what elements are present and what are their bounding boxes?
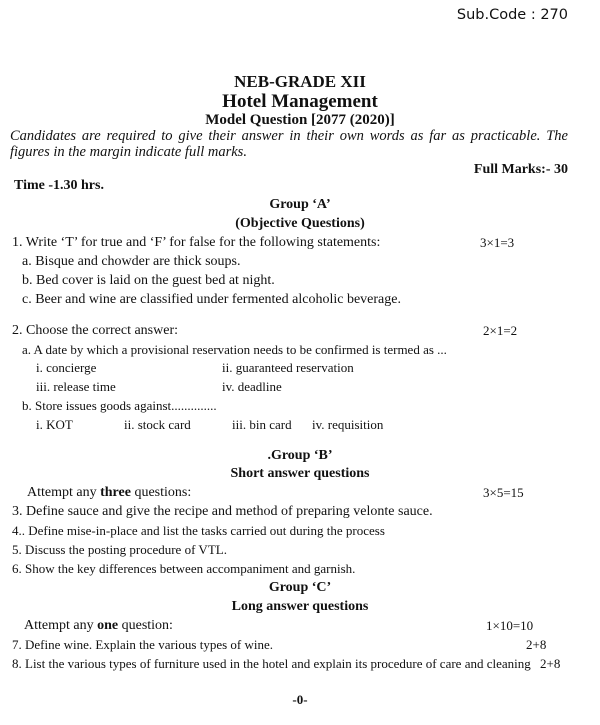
question-1-item: c. Beer and wine are classified under fermented alcoholic beverage.: [22, 292, 401, 307]
option: i. KOT: [36, 417, 73, 432]
option: iii. bin card: [232, 417, 292, 432]
instruction-count: three: [100, 485, 131, 500]
instruction-text: questions:: [130, 485, 192, 500]
option: i. concierge: [36, 360, 97, 375]
instruction-text: Attempt any: [24, 618, 98, 633]
question-8: 8. List the various types of furniture used in the hotel and explain its procedure of care and cleaning: [12, 656, 531, 671]
group-b-instruction: [27, 484, 191, 502]
group-c-title: Group ‘C’: [268, 580, 332, 595]
instructions-line-1: Candidates are required to give their answer in their own words as far as practicable. The: [10, 128, 568, 144]
question-2a: a. A date by which a provisional reservation needs to be confirmed is termed as ...: [22, 342, 447, 357]
question-1-marks: 3×1=3: [480, 235, 515, 250]
group-a-subtitle: (Objective Questions): [235, 216, 365, 231]
instruction-count: one: [97, 618, 119, 633]
instructions-line-2: figures in the margin indicate full marks.: [10, 144, 247, 160]
group-a-title: Group ‘A’: [269, 197, 331, 212]
instruction-text: Attempt any: [27, 485, 101, 500]
question-8-marks: 2+8: [540, 656, 561, 671]
full-marks: Full Marks:- 30: [473, 162, 568, 177]
option: ii. stock card: [124, 417, 191, 432]
group-c-instruction: [24, 617, 173, 635]
question-4: 4.. Define mise-in-place and list the tasks carried out during the process: [12, 523, 385, 538]
option: iv. deadline: [222, 379, 282, 394]
question-3: 3. Define sauce and give the recipe and method of preparing velonte sauce.: [12, 504, 433, 519]
board-title: NEB-GRADE XII: [234, 72, 366, 91]
question-7-marks: 2+8: [526, 637, 547, 652]
option: ii. guaranteed reservation: [222, 360, 354, 375]
group-b-marks: 3×5=15: [483, 485, 524, 500]
question-1: 1. Write ‘T’ for true and ‘F’ for false for the following statements:: [12, 235, 381, 250]
page-number: -0-: [292, 692, 308, 707]
group-b-title: .Group ‘B’: [267, 448, 333, 463]
question-6: 6. Show the key differences between accompaniment and garnish.: [12, 561, 356, 576]
question-2-marks: 2×1=2: [483, 323, 518, 338]
group-b-subtitle: Short answer questions: [230, 466, 370, 481]
option: iv. requisition: [312, 417, 384, 432]
question-1-item: b. Bed cover is laid on the guest bed at night.: [22, 273, 275, 288]
sub-code: Sub.Code : 270: [456, 7, 568, 23]
subject-title: Hotel Management: [222, 91, 378, 112]
question-7: 7. Define wine. Explain the various types of wine.: [12, 637, 274, 652]
question-2b: b. Store issues goods against..............: [22, 398, 217, 413]
time: Time -1.30 hrs.: [14, 178, 104, 193]
group-c-marks: 1×10=10: [486, 618, 534, 633]
option: iii. release time: [36, 379, 116, 394]
question-5: 5. Discuss the posting procedure of VTL.: [12, 542, 227, 557]
instruction-text: question:: [118, 618, 173, 633]
group-c-subtitle: Long answer questions: [231, 599, 369, 614]
model-question-title: Model Question [2077 (2020)]: [205, 112, 395, 128]
question-1-item: a. Bisque and chowder are thick soups.: [22, 254, 241, 269]
question-2: 2. Choose the correct answer:: [12, 323, 178, 338]
